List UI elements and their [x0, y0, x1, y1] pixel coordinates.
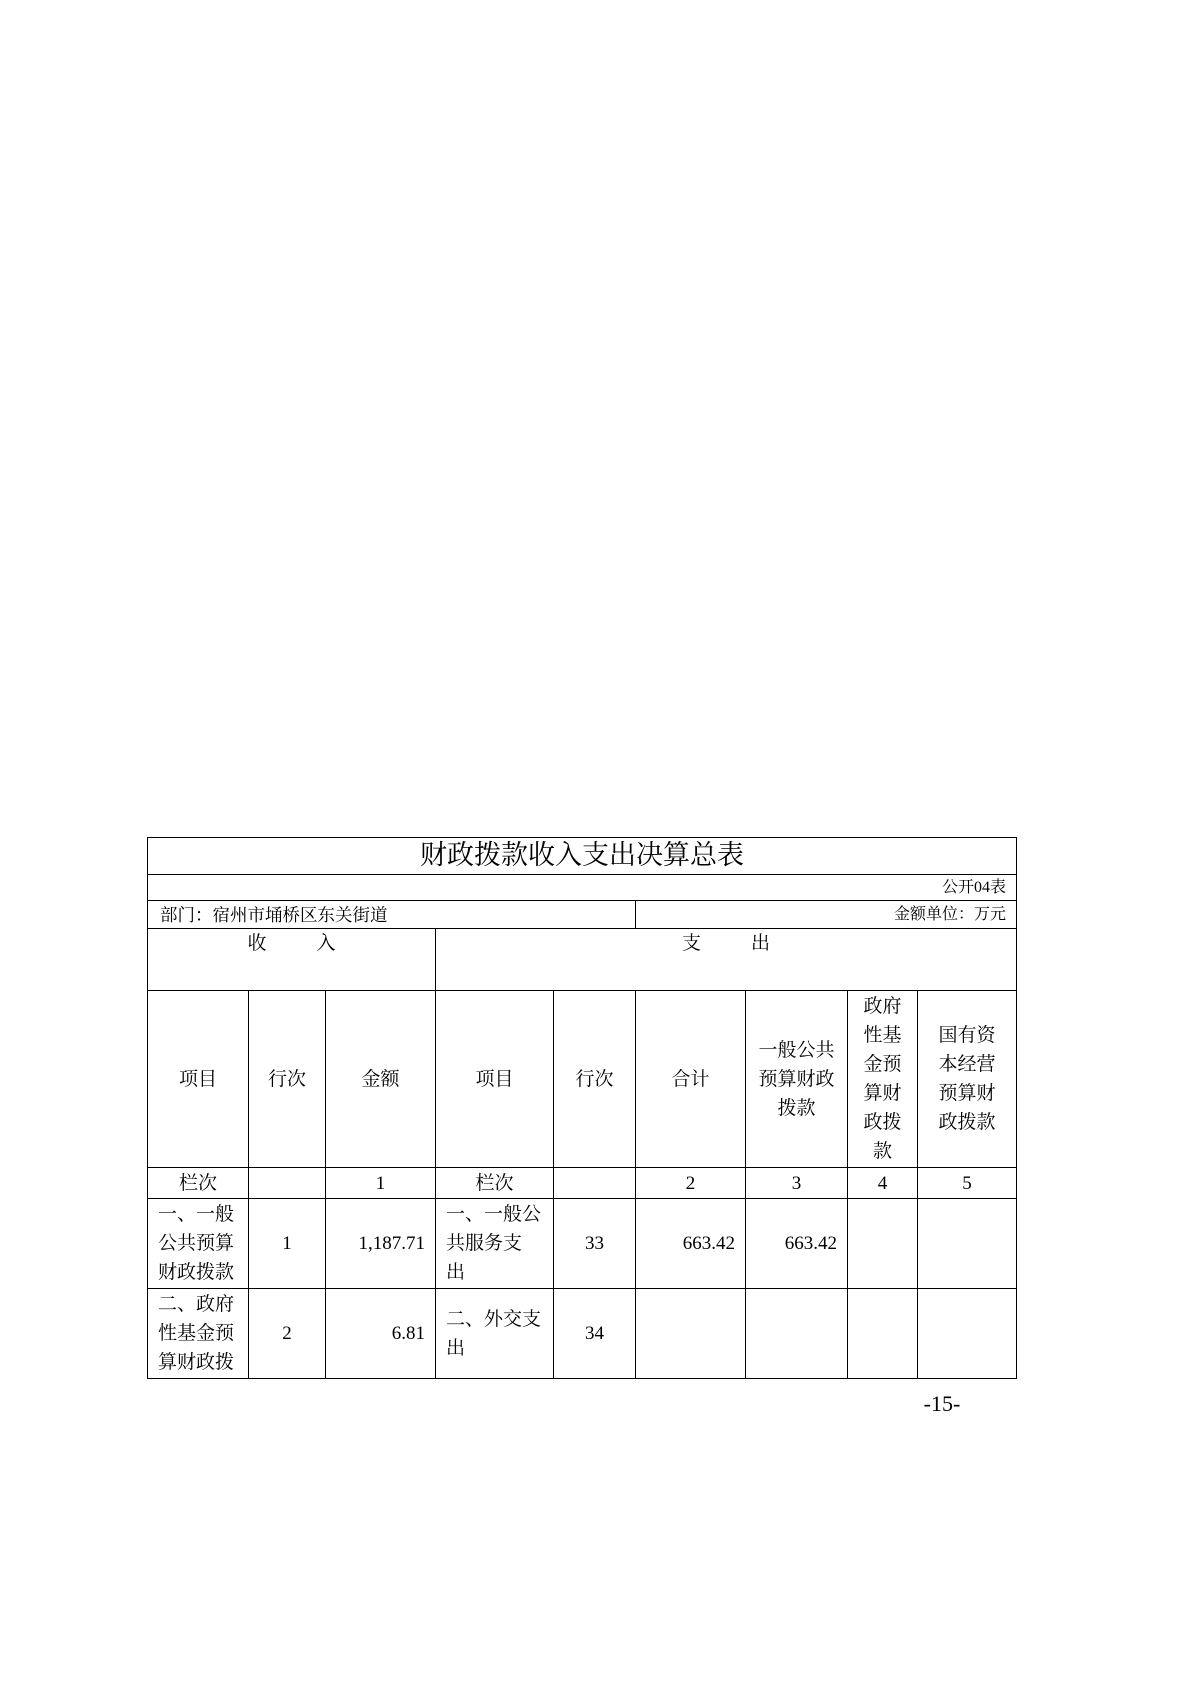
department-label: 部门：宿州市埇桥区东关街道: [148, 901, 636, 929]
income-item-cell: [148, 1199, 249, 1289]
column-header-income-line-no: [249, 991, 326, 1168]
cell-line: 出: [446, 1262, 466, 1283]
column-header-expense-item: [436, 991, 554, 1168]
column-index-cell: 4: [848, 1168, 918, 1199]
general-public-budget-cell: 663.42: [746, 1199, 848, 1289]
expense-line-no-cell: 33: [554, 1199, 636, 1289]
column-header-government-fund-budget: [848, 991, 918, 1168]
cell-line: 一、一般公: [446, 1204, 542, 1225]
column-header-line: 行次: [267, 1068, 306, 1090]
column-header-income-item: [148, 991, 249, 1168]
column-header-line: 一般公共: [758, 1039, 835, 1061]
column-index-cell-empty: [554, 1168, 636, 1199]
column-index-cell: 3: [746, 1168, 848, 1199]
income-amount-cell: 1,187.71: [326, 1199, 436, 1289]
income-section-header: [148, 929, 436, 991]
department-row: [148, 901, 1017, 929]
state-capital-budget-cell: [918, 1199, 1017, 1289]
table-row: [148, 1289, 1017, 1379]
cell-line: 共服务支: [446, 1233, 523, 1254]
section-row: [148, 929, 1017, 991]
income-item-cell: [148, 1289, 249, 1379]
column-header-state-capital-budget: [918, 991, 1017, 1168]
expense-section-label: 支出: [682, 933, 821, 954]
column-header-line: 预算财: [938, 1083, 996, 1104]
government-fund-budget-cell: [848, 1289, 918, 1379]
column-header-income-amount: [326, 991, 436, 1168]
expense-line-no-cell: 34: [554, 1289, 636, 1379]
column-index-cell: 1: [326, 1168, 436, 1199]
column-header-general-public-budget: [746, 991, 848, 1168]
cell-line: 性基金预: [158, 1323, 235, 1344]
form-code: 公开04表: [148, 875, 1017, 901]
column-header-expense-line-no: [554, 991, 636, 1168]
income-line-no-cell: 2: [249, 1289, 326, 1379]
cell-line: 二、外交支: [446, 1308, 542, 1330]
income-section-label: 收入: [247, 933, 386, 954]
column-header-total: [636, 991, 746, 1168]
column-index-row: [148, 1168, 1017, 1199]
column-header-line: 行次: [575, 1068, 614, 1090]
cell-line: 公共预算: [158, 1233, 235, 1254]
page-number: -15-: [923, 1391, 961, 1416]
column-header-line: 性基: [863, 1025, 902, 1046]
total-cell: [636, 1289, 746, 1379]
table-row: [148, 1199, 1017, 1289]
form-code-row: [148, 875, 1017, 901]
title-row: [148, 838, 1017, 875]
column-header-line: 国有资: [938, 1025, 996, 1046]
column-header-line: 款: [872, 1141, 892, 1162]
column-header-line: 金预: [863, 1054, 902, 1075]
cell-line: 财政拨款: [158, 1262, 235, 1283]
table-title: 财政拨款收入支出决算总表: [148, 838, 1017, 875]
state-capital-budget-cell: [918, 1289, 1017, 1379]
cell-line: 出: [446, 1337, 466, 1359]
column-index-cell: 2: [636, 1168, 746, 1199]
cell-line: 一、一般: [158, 1204, 235, 1225]
column-header-line: 合计: [671, 1068, 710, 1090]
expense-section-header: [436, 929, 1017, 991]
income-line-no-cell: 1: [249, 1199, 326, 1289]
expense-item-cell: [436, 1289, 554, 1379]
column-header-line: 政拨: [863, 1112, 902, 1133]
column-header-row: [148, 991, 1017, 1168]
government-fund-budget-cell: [848, 1199, 918, 1289]
column-index-cell: 5: [918, 1168, 1017, 1199]
total-cell: 663.42: [636, 1199, 746, 1289]
amount-unit-label: 金额单位：万元: [636, 901, 1017, 929]
column-header-line: 算财: [863, 1083, 902, 1104]
column-index-cell: 栏次: [148, 1168, 249, 1199]
cell-line: 二、政府: [158, 1294, 235, 1315]
column-index-cell: 栏次: [436, 1168, 554, 1199]
column-index-cell-empty: [249, 1168, 326, 1199]
column-header-line: 项目: [475, 1068, 514, 1090]
financial-appropriation-table: [147, 837, 1017, 1379]
cell-line: 算财政拨: [158, 1352, 235, 1373]
general-public-budget-cell: [746, 1289, 848, 1379]
column-header-line: 项目: [178, 1068, 217, 1090]
expense-item-cell: [436, 1199, 554, 1289]
column-header-line: 金额: [361, 1068, 400, 1090]
column-header-line: 政拨款: [938, 1112, 996, 1133]
column-header-line: 政府: [863, 996, 902, 1017]
income-amount-cell: 6.81: [326, 1289, 436, 1379]
column-header-line: 本经营: [938, 1054, 996, 1075]
column-header-line: 预算财政: [758, 1068, 835, 1090]
column-header-line: 拨款: [777, 1097, 816, 1119]
